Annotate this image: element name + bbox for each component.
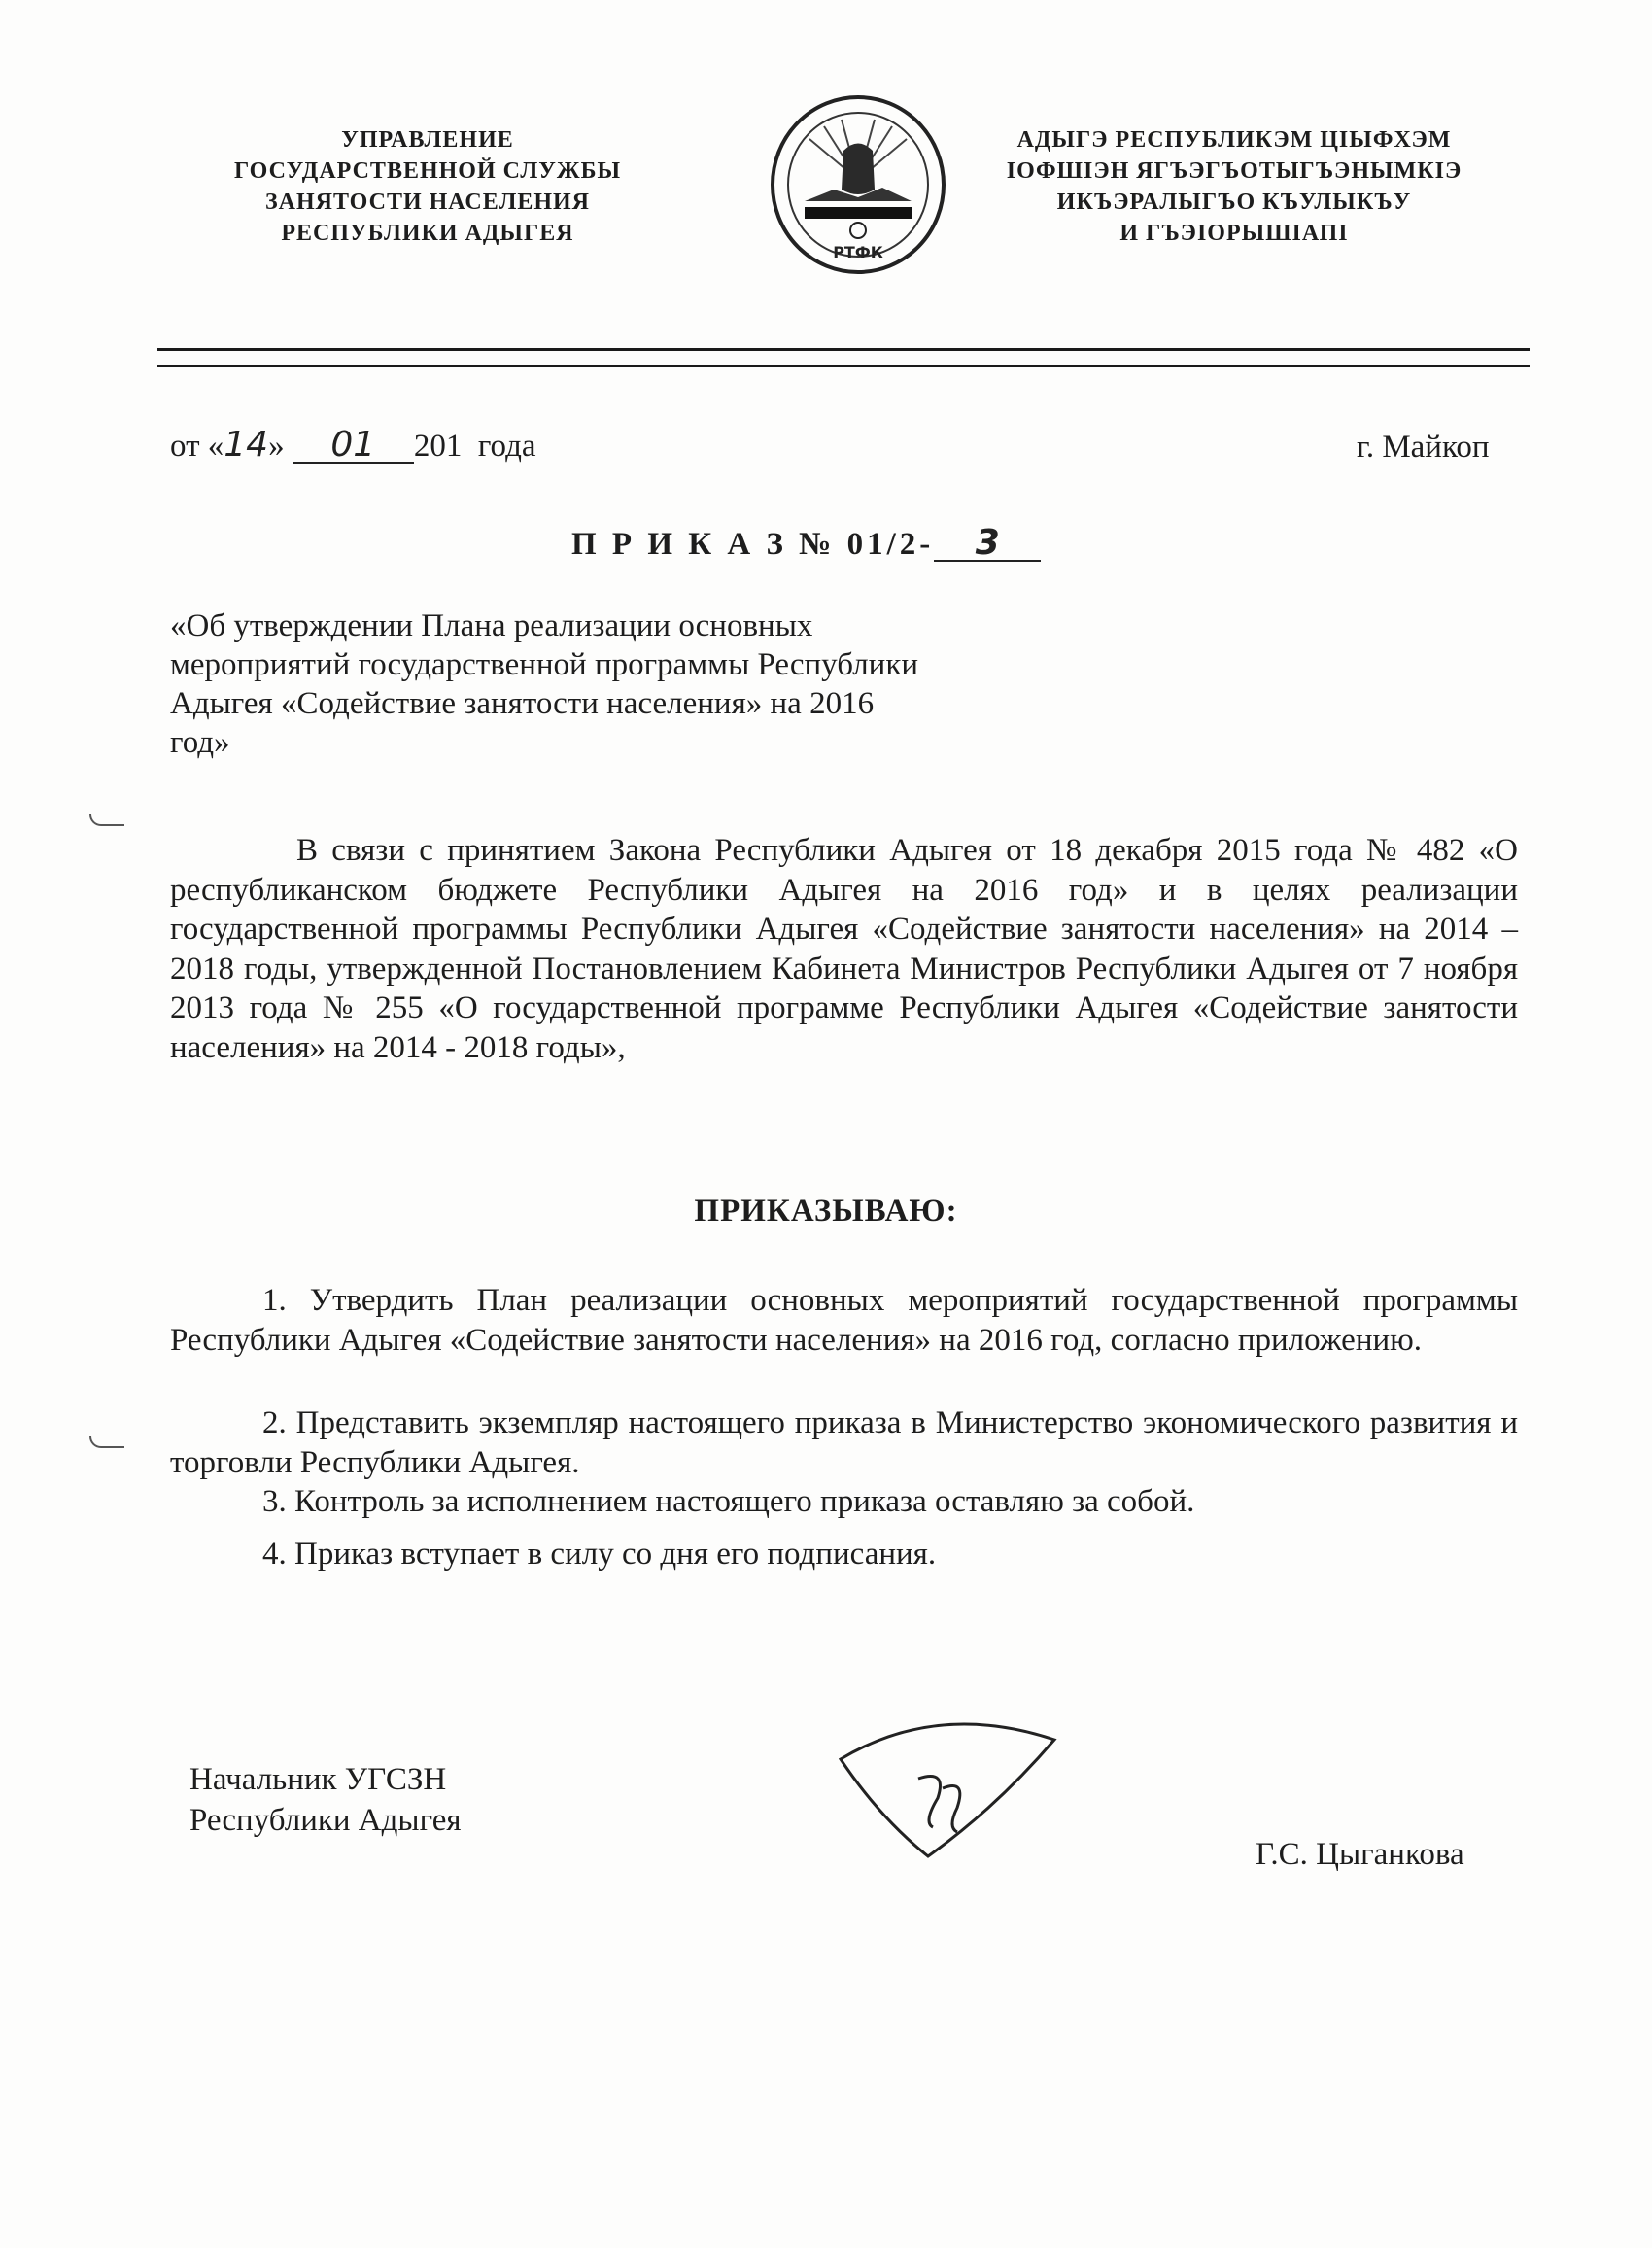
emblem-letters: РТФК [833, 243, 883, 261]
order-title-text: П Р И К А З № 01/2- [571, 527, 935, 562]
header-divider-thin [157, 365, 1530, 367]
date-day-handwritten: 14 [224, 425, 269, 465]
date-suffix: года [477, 429, 536, 464]
date-month-handwritten: 01 [293, 429, 414, 464]
orders-heading: ПРИКАЗЫВАЮ: [694, 1193, 958, 1228]
order-item: 3. Контроль за исполнением настоящего приказа оставляю за собой. [262, 1484, 1195, 1519]
preamble-paragraph: В связи с принятием Закона Республики Адыгея от 18 декабря 2015 года № 482 «О республиканском бюджете Республики Адыгея на 2016 год» и в целях реализации государственной программы Республики Адыгея «Содействие занятости населения» на 2014 – 2018 годы, утвержденной Постановлением Кабинета Министров Республики Адыгея от 7 ноября 2013 года № 255 «О государственной программе Республики Адыгея «Содействие занятости населения» на 2014 - 2018 годы», [170, 833, 1518, 1065]
agency-name-russian [194, 124, 661, 249]
order-item: 4. Приказ вступает в силу со дня его подписания. [262, 1537, 937, 1572]
date-year: 201 [413, 429, 463, 464]
agency-name-adyghe [981, 124, 1487, 249]
order-item: 1. Утвердить План реализации основных мероприятий государственной программы Республики Адыгея «Содействие занятости населения» на 2016 год, согласно приложению. [170, 1283, 1518, 1358]
agency-line: АДЫГЭ РЕСПУБЛИКЭМ ЦIЫФХЭМ [1016, 127, 1452, 153]
header-divider-thick [157, 348, 1530, 351]
agency-line: ИКЪЭРАЛЫГЪО КЪУЛЫКЪУ [1056, 190, 1412, 215]
signatory-name: Г.С. Цыганкова [1256, 1837, 1464, 1872]
signatory-position-line: Начальник УГСЗН [189, 1762, 447, 1797]
coat-of-arms-icon [766, 92, 950, 277]
agency-line: И ГЪЭIОРЫШIАПI [1119, 221, 1349, 246]
order-title [571, 525, 1041, 564]
agency-line: РЕСПУБЛИКИ АДЫГЕЯ [281, 221, 574, 246]
signatory-position-line: Республики Адыгея [189, 1803, 462, 1838]
handwritten-signature [821, 1711, 1074, 1876]
agency-line: IОФШIЭН ЯГЪЭГЪОТЫГЪЭНЫМКIЭ [1006, 158, 1463, 184]
agency-line: ЗАНЯТОСТИ НАСЕЛЕНИЯ [264, 190, 591, 215]
city: г. Майкоп [1357, 430, 1490, 465]
order-subject: «Об утверждении Плана реализации основных мероприятий государственной программы Республики Адыгея «Содействие занятости населения» на 2016 год» [170, 608, 919, 760]
signatory-position [189, 1759, 462, 1841]
date-mid: » [268, 429, 285, 464]
agency-line: УПРАВЛЕНИЕ [341, 127, 514, 153]
agency-line: ГОСУДАРСТВЕННОЙ СЛУЖБЫ [233, 158, 622, 184]
margin-mark [89, 1436, 124, 1448]
date-line [170, 426, 536, 466]
margin-mark [89, 814, 124, 826]
order-item: 2. Представить экземпляр настоящего приказа в Министерство экономического развития и торговли Республики Адыгея. [170, 1405, 1518, 1480]
date-prefix: от « [170, 429, 224, 464]
order-number-handwritten: 3 [934, 527, 1041, 562]
